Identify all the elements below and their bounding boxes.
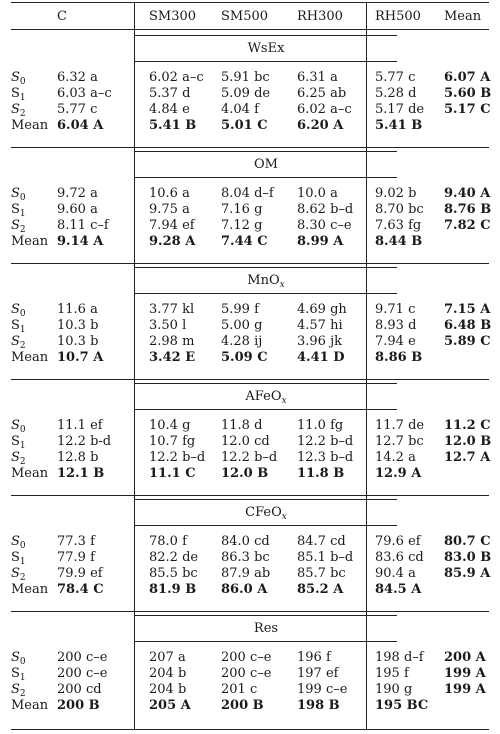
section-rule xyxy=(11,495,489,496)
table-cell: 7.94 e xyxy=(375,334,416,349)
table-cell: 5.00 g xyxy=(221,318,263,333)
row-label-subscript: 0 xyxy=(19,309,26,319)
column-header: RH500 xyxy=(375,9,421,24)
table-cell: 3.50 l xyxy=(149,318,187,333)
table-cell: 5.41 B xyxy=(375,118,423,133)
table-cell: 8.76 B xyxy=(444,202,492,217)
table-cell: 7.94 ef xyxy=(149,218,195,233)
table-cell: 195 BC xyxy=(375,698,429,713)
table-cell: 14.2 a xyxy=(375,450,416,465)
row-label-text: S xyxy=(11,418,20,433)
row-label xyxy=(11,318,26,334)
table-cell: 77.9 f xyxy=(57,550,95,565)
table-cell: 12.2 b–d xyxy=(149,450,206,465)
table-cell: 4.04 f xyxy=(221,102,259,117)
table-cell: 5.01 C xyxy=(221,118,268,133)
group-title-text: AFeO xyxy=(245,389,282,404)
group-title-rule xyxy=(135,177,397,178)
table-cell: 12.8 b xyxy=(57,450,99,465)
group-title-subscript: x xyxy=(279,280,285,290)
table-cell: 195 f xyxy=(375,666,409,681)
table-cell: 4.84 e xyxy=(149,102,190,117)
table-cell: 3.42 E xyxy=(149,350,196,365)
table-cell: 79.6 ef xyxy=(375,534,421,549)
row-label-text: S xyxy=(11,566,20,581)
table-cell: 8.30 c–e xyxy=(297,218,352,233)
row-label xyxy=(11,534,26,550)
table-cell: 200 B xyxy=(57,698,100,713)
table-cell: 200 B xyxy=(221,698,264,713)
row-label-text: S xyxy=(11,302,20,317)
row-label-text: S xyxy=(11,682,20,697)
header-rule xyxy=(11,29,489,30)
table-cell: 2.98 m xyxy=(149,334,195,349)
table-cell: 8.86 B xyxy=(375,350,423,365)
table-cell: 12.0 B xyxy=(221,466,269,481)
table-cell: 5.09 C xyxy=(221,350,268,365)
table-cell: 5.99 f xyxy=(221,302,259,317)
table-cell: 198 B xyxy=(297,698,340,713)
table-cell: 77.3 f xyxy=(57,534,95,549)
table-cell: 90.4 a xyxy=(375,566,416,581)
group-title-rule xyxy=(135,151,397,152)
table-cell: 5.17 de xyxy=(375,102,425,117)
row-label-text: S xyxy=(11,318,20,333)
section-rule xyxy=(11,147,489,148)
table-cell: 9.02 b xyxy=(375,186,417,201)
table-cell: 78.4 C xyxy=(57,582,104,597)
table-cell: 200 cd xyxy=(57,682,102,697)
row-label xyxy=(11,550,26,566)
section-rule xyxy=(11,379,489,380)
row-label xyxy=(11,218,26,234)
table-cell: 86.0 A xyxy=(221,582,268,597)
bottom-rule xyxy=(11,729,489,730)
table-cell: 78.0 f xyxy=(149,534,187,549)
table-cell: 7.63 fg xyxy=(375,218,422,233)
table-cell: 7.12 g xyxy=(221,218,263,233)
section-rule xyxy=(11,263,489,264)
table-cell: 5.28 d xyxy=(375,86,417,101)
table-cell: 12.9 A xyxy=(375,466,422,481)
table-cell: 5.77 c xyxy=(57,102,98,117)
table-cell: 11.8 B xyxy=(297,466,345,481)
table-cell: 200 c–e xyxy=(57,650,108,665)
table-cell: 8.99 A xyxy=(297,234,344,249)
table-cell: 11.2 C xyxy=(444,418,491,433)
row-label xyxy=(11,582,48,598)
table-cell: 199 A xyxy=(444,666,486,681)
group-title xyxy=(135,621,397,637)
table-cell: 85.9 A xyxy=(444,566,491,581)
table-cell: 9.75 a xyxy=(149,202,190,217)
row-label-subscript: 2 xyxy=(19,457,26,467)
group-title xyxy=(135,505,397,521)
table-cell: 82.2 de xyxy=(149,550,199,565)
table-cell: 6.07 A xyxy=(444,70,491,85)
table-cell: 83.6 cd xyxy=(375,550,424,565)
group-title-subscript: x xyxy=(281,512,287,522)
table-cell: 6.02 a–c xyxy=(297,102,352,117)
row-label-subscript: 0 xyxy=(19,657,26,667)
table-cell: 85.7 bc xyxy=(297,566,346,581)
table-cell: 200 c–e xyxy=(57,666,108,681)
group-title-rule xyxy=(135,293,397,294)
table-cell: 86.3 bc xyxy=(221,550,270,565)
group-title-rule xyxy=(135,35,397,36)
row-label xyxy=(11,334,26,350)
table-cell: 6.03 a–c xyxy=(57,86,112,101)
table-cell: 6.48 B xyxy=(444,318,492,333)
data-table xyxy=(11,0,492,734)
group-title-subscript: x xyxy=(281,396,287,406)
table-cell: 9.72 a xyxy=(57,186,98,201)
row-label xyxy=(11,234,48,250)
group-title xyxy=(135,41,397,57)
table-cell: 200 A xyxy=(444,650,486,665)
table-cell: 200 c–e xyxy=(221,650,272,665)
table-cell: 84.0 cd xyxy=(221,534,270,549)
table-cell: 8.93 d xyxy=(375,318,417,333)
table-cell: 4.69 gh xyxy=(297,302,347,317)
row-label-text: S xyxy=(11,650,20,665)
table-cell: 83.0 B xyxy=(444,550,492,565)
group-title-rule xyxy=(135,409,397,410)
table-cell: 207 a xyxy=(149,650,186,665)
group-title-rule xyxy=(135,383,397,384)
row-label xyxy=(11,350,48,366)
row-label-text: Mean xyxy=(11,118,49,133)
table-cell: 81.9 B xyxy=(149,582,197,597)
table-cell: 11.8 d xyxy=(221,418,263,433)
table-cell: 12.2 b-d xyxy=(57,434,112,449)
group-title-text: WsEx xyxy=(247,41,285,56)
table-cell: 5.37 d xyxy=(149,86,191,101)
group-title-rule xyxy=(135,641,397,642)
table-cell: 4.57 hi xyxy=(297,318,343,333)
row-label-text: S xyxy=(11,202,20,217)
table-cell: 6.02 a–c xyxy=(149,70,204,85)
group-title-text: CFeO xyxy=(245,505,282,520)
row-label-subscript: 1 xyxy=(19,209,26,219)
table-cell: 11.0 fg xyxy=(297,418,344,433)
table-cell: 12.1 B xyxy=(57,466,105,481)
table-cell: 199 c–e xyxy=(297,682,348,697)
row-label-text: S xyxy=(11,666,20,681)
table-cell: 7.44 C xyxy=(221,234,268,249)
row-label xyxy=(11,466,48,482)
table-cell: 12.3 b–d xyxy=(297,450,354,465)
table-cell: 3.96 jk xyxy=(297,334,342,349)
table-cell: 12.7 bc xyxy=(375,434,424,449)
table-cell: 6.20 A xyxy=(297,118,344,133)
row-label-text: S xyxy=(11,550,20,565)
table-cell: 7.16 g xyxy=(221,202,263,217)
column-header: SM300 xyxy=(149,9,197,24)
table-cell: 5.41 B xyxy=(149,118,197,133)
row-label-text: S xyxy=(11,186,20,201)
table-cell: 3.77 kl xyxy=(149,302,195,317)
row-label xyxy=(11,70,26,86)
table-cell: 12.0 cd xyxy=(221,434,270,449)
table-cell: 8.04 d–f xyxy=(221,186,274,201)
table-cell: 85.5 bc xyxy=(149,566,198,581)
row-label xyxy=(11,418,26,434)
group-title-text: OM xyxy=(254,157,278,172)
row-label-text: Mean xyxy=(11,350,49,365)
row-label-subscript: 1 xyxy=(19,93,26,103)
table-cell: 7.15 A xyxy=(444,302,491,317)
table-cell: 10.0 a xyxy=(297,186,338,201)
table-cell: 5.77 c xyxy=(375,70,416,85)
row-label-subscript: 2 xyxy=(19,225,26,235)
row-label-text: S xyxy=(11,534,20,549)
group-title xyxy=(135,273,397,289)
table-cell: 8.11 c–f xyxy=(57,218,109,233)
row-label-subscript: 2 xyxy=(19,341,26,351)
row-label xyxy=(11,434,26,450)
row-label xyxy=(11,302,26,318)
table-cell: 4.28 ij xyxy=(221,334,263,349)
row-label-subscript: 1 xyxy=(19,673,26,683)
row-label-subscript: 0 xyxy=(19,77,26,87)
group-title-rule xyxy=(135,499,397,500)
table-cell: 201 c xyxy=(221,682,258,697)
table-cell: 84.7 cd xyxy=(297,534,346,549)
table-cell: 5.60 B xyxy=(444,86,492,101)
table-cell: 6.25 ab xyxy=(297,86,347,101)
row-label xyxy=(11,682,26,698)
table-cell: 11.1 C xyxy=(149,466,196,481)
row-label-text: S xyxy=(11,218,20,233)
group-title xyxy=(135,389,397,405)
row-label xyxy=(11,566,26,582)
table-cell: 9.14 A xyxy=(57,234,104,249)
row-label-subscript: 0 xyxy=(19,193,26,203)
table-cell: 190 g xyxy=(375,682,413,697)
table-cell: 8.62 b–d xyxy=(297,202,354,217)
table-cell: 204 b xyxy=(149,682,187,697)
group-title-rule xyxy=(135,615,397,616)
row-label-text: S xyxy=(11,334,20,349)
table-cell: 12.7 A xyxy=(444,450,491,465)
group-title-text: MnO xyxy=(247,273,280,288)
table-cell: 198 d–f xyxy=(375,650,424,665)
column-header: Mean xyxy=(444,9,482,24)
row-label-subscript: 2 xyxy=(19,689,26,699)
table-cell: 87.9 ab xyxy=(221,566,271,581)
table-cell: 80.7 C xyxy=(444,534,491,549)
row-label-text: Mean xyxy=(11,582,49,597)
table-cell: 12.0 B xyxy=(444,434,492,449)
top-rule xyxy=(11,2,489,3)
table-cell: 199 A xyxy=(444,682,486,697)
row-label xyxy=(11,202,26,218)
table-cell: 10.4 g xyxy=(149,418,191,433)
group-title xyxy=(135,157,397,173)
table-cell: 9.28 A xyxy=(149,234,196,249)
table-cell: 10.7 A xyxy=(57,350,104,365)
row-label-text: S xyxy=(11,450,20,465)
table-cell: 85.1 b–d xyxy=(297,550,354,565)
group-title-rule xyxy=(135,525,397,526)
table-cell: 9.40 A xyxy=(444,186,491,201)
group-title-rule xyxy=(135,267,397,268)
row-label-text: Mean xyxy=(11,698,49,713)
group-title-text: Res xyxy=(253,621,279,636)
table-cell: 9.71 c xyxy=(375,302,416,317)
table-cell: 6.31 a xyxy=(297,70,338,85)
row-label xyxy=(11,666,26,682)
table-cell: 10.7 fg xyxy=(149,434,196,449)
row-label xyxy=(11,450,26,466)
row-label-text: S xyxy=(11,70,20,85)
table-cell: 5.91 bc xyxy=(221,70,270,85)
table-cell: 5.89 C xyxy=(444,334,491,349)
column-header: RH300 xyxy=(297,9,343,24)
section-rule xyxy=(11,611,489,612)
row-label-subscript: 0 xyxy=(19,541,26,551)
row-label-text: Mean xyxy=(11,234,49,249)
row-label xyxy=(11,102,26,118)
table-cell: 12.2 b–d xyxy=(297,434,354,449)
row-label-subscript: 0 xyxy=(19,425,26,435)
row-label-text: Mean xyxy=(11,466,49,481)
row-label-text: S xyxy=(11,86,20,101)
row-label xyxy=(11,86,26,102)
table-cell: 5.09 de xyxy=(221,86,271,101)
table-cell: 8.44 B xyxy=(375,234,423,249)
table-cell: 10.3 b xyxy=(57,318,99,333)
row-label-subscript: 2 xyxy=(19,109,26,119)
table-cell: 4.41 D xyxy=(297,350,345,365)
table-cell: 5.17 C xyxy=(444,102,491,117)
row-label-subscript: 1 xyxy=(19,441,26,451)
row-label xyxy=(11,186,26,202)
table-cell: 11.7 de xyxy=(375,418,425,433)
row-label-text: S xyxy=(11,434,20,449)
table-cell: 11.6 a xyxy=(57,302,98,317)
table-cell: 7.82 C xyxy=(444,218,491,233)
table-cell: 85.2 A xyxy=(297,582,344,597)
table-cell: 11.1 ef xyxy=(57,418,103,433)
row-label-subscript: 1 xyxy=(19,325,26,335)
table-cell: 205 A xyxy=(149,698,191,713)
table-cell: 9.60 a xyxy=(57,202,98,217)
row-label-subscript: 2 xyxy=(19,573,26,583)
row-label-subscript: 1 xyxy=(19,557,26,567)
row-label-text: S xyxy=(11,102,20,117)
table-cell: 204 b xyxy=(149,666,187,681)
table-cell: 10.6 a xyxy=(149,186,190,201)
row-label xyxy=(11,698,48,714)
group-title-rule xyxy=(135,61,397,62)
table-cell: 84.5 A xyxy=(375,582,422,597)
table-cell: 8.70 bc xyxy=(375,202,424,217)
column-header: C xyxy=(57,9,67,24)
table-cell: 197 ef xyxy=(297,666,339,681)
table-cell: 6.04 A xyxy=(57,118,104,133)
table-cell: 79.9 ef xyxy=(57,566,103,581)
row-label xyxy=(11,118,48,134)
table-cell: 10.3 b xyxy=(57,334,99,349)
table-cell: 196 f xyxy=(297,650,331,665)
row-label xyxy=(11,650,26,666)
table-cell: 6.32 a xyxy=(57,70,98,85)
table-cell: 12.2 b–d xyxy=(221,450,278,465)
column-header: SM500 xyxy=(221,9,269,24)
table-cell: 200 c–e xyxy=(221,666,272,681)
